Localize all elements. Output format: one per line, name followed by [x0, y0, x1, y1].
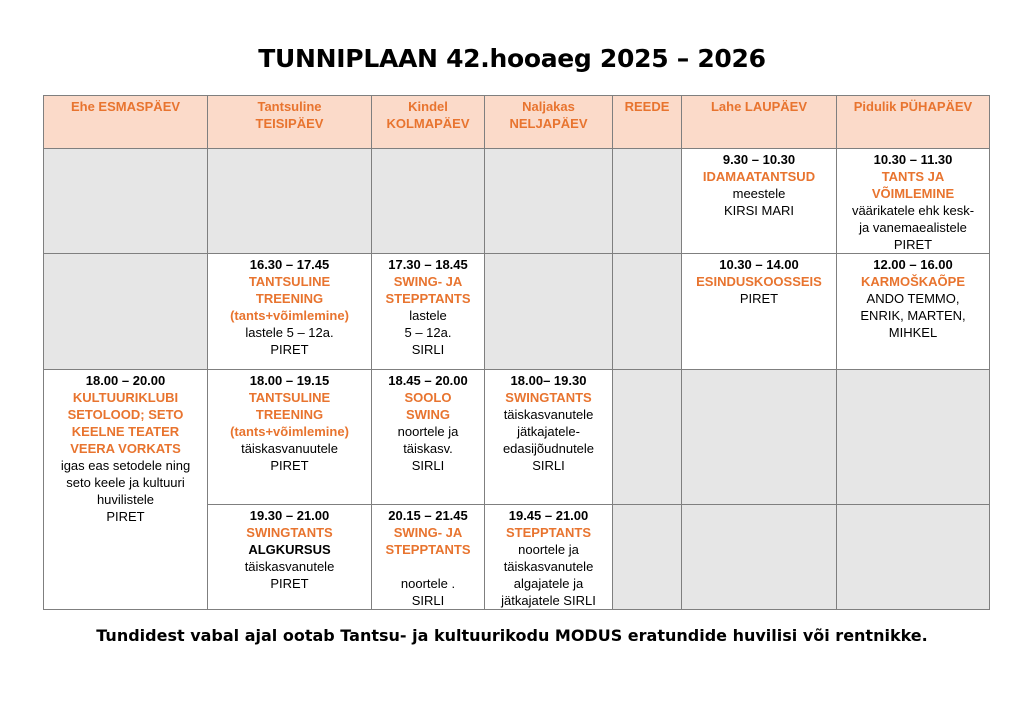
cell-spacer	[374, 558, 482, 575]
header-wednesday: Kindel KOLMAPÄEV	[372, 96, 485, 149]
class-time: 18.00 – 19.15	[249, 373, 330, 388]
empty-cell	[208, 149, 372, 254]
empty-cell	[682, 370, 837, 505]
class-cell-tantsuline-treening-adults	[208, 370, 372, 505]
class-detail: noortele ja	[397, 424, 459, 439]
class-time: 20.15 – 21.45	[388, 508, 468, 523]
class-detail: täiskasvanutele	[244, 559, 335, 574]
header-monday: Ehe ESMASPÄEV	[44, 96, 208, 149]
class-time: 12.00 – 16.00	[873, 257, 953, 272]
class-detail: 5 – 12a.	[404, 325, 452, 340]
class-teacher: PIRET	[893, 237, 933, 252]
header-saturday: Lahe LAUPÄEV	[682, 96, 837, 149]
class-name: IDAMAATANTSUD	[702, 169, 816, 184]
class-cell-swingtants-algkursus	[208, 505, 372, 610]
class-name: STEPPTANTS	[385, 291, 471, 306]
class-detail: väärikatele ehk kesk-	[851, 203, 975, 218]
empty-cell	[613, 149, 682, 254]
class-cell-esinduskoosseis	[682, 254, 837, 370]
class-cell-kultuuriklubi-setolood	[44, 370, 208, 610]
class-teacher: PIRET	[106, 509, 145, 524]
class-name: SWINGTANTS	[246, 525, 333, 540]
class-name: VÕIMLEMINE	[871, 186, 955, 201]
class-name: SWING	[405, 407, 451, 422]
class-detail: lastele 5 – 12a.	[245, 325, 334, 340]
class-detail: igas eas setodele ning	[60, 458, 191, 473]
class-name: TANTS JA	[881, 169, 945, 184]
class-name: TANTSULINE	[248, 274, 331, 289]
empty-cell	[44, 254, 208, 370]
class-time: 18.00 – 20.00	[85, 373, 166, 388]
class-cell-soolo-swing	[372, 370, 485, 505]
class-time: 18.00– 19.30	[510, 373, 587, 388]
class-detail: edasijõudnutele	[502, 441, 595, 456]
class-teacher: ANDO TEMMO,	[866, 291, 960, 306]
class-time: 9.30 – 10.30	[722, 152, 796, 167]
class-name: KARMOŠKAÕPE	[860, 274, 965, 289]
class-detail: algajatele ja	[513, 576, 584, 591]
schedule-row	[44, 370, 990, 505]
class-detail: seto keele ja kultuuri	[66, 475, 185, 490]
class-teacher: SIRLI	[411, 593, 445, 608]
class-name: STEPPTANTS	[506, 525, 591, 540]
class-teacher: jätkajatele SIRLI	[501, 593, 596, 608]
class-name: TREENING	[255, 407, 324, 422]
class-teacher: PIRET	[739, 291, 779, 306]
class-name: KEELNE TEATER	[71, 424, 180, 439]
empty-cell	[372, 149, 485, 254]
page-title: TUNNIPLAAN 42.hooaeg 2025 – 2026	[258, 44, 766, 73]
class-cell-tantsuline-treening-kids	[208, 254, 372, 370]
footer-note: Tundidest vabal ajal ootab Tantsu- ja kultuurikodu MODUS eratundide huvilisi või rentnikke.	[96, 626, 928, 645]
class-name: ESINDUSKOOSSEIS	[696, 274, 822, 289]
header-sunday: Pidulik PÜHAPÄEV	[837, 96, 990, 149]
schedule-row	[44, 254, 990, 370]
empty-cell	[485, 149, 613, 254]
empty-cell	[485, 254, 613, 370]
schedule-table	[43, 95, 990, 610]
class-detail: ja vanemaealistele	[859, 220, 967, 235]
class-name: SWING- JA	[393, 274, 463, 289]
header-tuesday: Tantsuline TEISIPÄEV	[208, 96, 372, 149]
empty-cell	[837, 505, 990, 610]
class-cell-swing-stepptants-kids	[372, 254, 485, 370]
class-cell-swingtants-advanced	[485, 370, 613, 505]
class-teacher: KIRSI MARI	[723, 203, 795, 218]
class-cell-idamaatantsud	[682, 149, 837, 254]
empty-cell	[837, 370, 990, 505]
class-time: 19.45 – 21.00	[508, 508, 589, 523]
header-friday: REEDE	[613, 96, 682, 149]
class-detail: huvilistele	[96, 492, 155, 507]
class-teacher: PIRET	[270, 458, 309, 473]
class-name: (tants+võimlemine)	[230, 424, 349, 439]
class-detail: täiskasvanutele	[503, 407, 594, 422]
class-teacher: PIRET	[270, 342, 309, 357]
empty-cell	[613, 254, 682, 370]
class-time: 16.30 – 17.45	[249, 257, 330, 272]
class-time: 10.30 – 11.30	[873, 152, 953, 167]
class-detail: meestele	[732, 186, 786, 201]
class-name: SOOLO	[404, 390, 452, 405]
class-name: SWING- JA	[393, 525, 463, 540]
class-time: 18.45 – 20.00	[388, 373, 468, 388]
class-name: TANTSULINE	[248, 390, 331, 405]
class-name: KULTUURIKLUBI	[72, 390, 179, 405]
empty-cell	[613, 505, 682, 610]
class-time: 10.30 – 14.00	[719, 257, 799, 272]
class-detail: jätkajatele-	[517, 424, 580, 439]
class-detail: täiskasv.	[403, 441, 453, 456]
class-level: ALGKURSUS	[248, 542, 331, 557]
class-teacher: MIHKEL	[888, 325, 938, 340]
empty-cell	[44, 149, 208, 254]
class-cell-stepptants	[485, 505, 613, 610]
class-teacher: SIRLI	[411, 342, 445, 357]
class-name: TREENING	[255, 291, 324, 306]
class-detail: lastele	[409, 308, 447, 323]
class-detail: täiskasvanuutele	[241, 441, 338, 456]
class-cell-swing-stepptants-youth	[372, 505, 485, 610]
class-cell-karmoskaope	[837, 254, 990, 370]
header-thursday: Naljakas NELJAPÄEV	[485, 96, 613, 149]
class-name: (tants+võimlemine)	[230, 308, 349, 323]
class-teacher: SIRLI	[532, 458, 565, 473]
class-time: 17.30 – 18.45	[388, 257, 468, 272]
empty-cell	[682, 505, 837, 610]
empty-cell	[613, 370, 682, 505]
class-name: VEERA VORKATS	[70, 441, 181, 456]
header-row	[44, 96, 990, 149]
class-detail: täiskasvanutele	[503, 559, 594, 574]
schedule-row	[44, 149, 990, 254]
class-name: SETOLOOD; SETO	[67, 407, 184, 422]
class-name: SWINGTANTS	[505, 390, 592, 405]
class-teacher: PIRET	[270, 576, 309, 591]
class-teacher: ENRIK, MARTEN,	[860, 308, 966, 323]
class-name: STEPPTANTS	[385, 542, 471, 557]
class-teacher: SIRLI	[411, 458, 445, 473]
class-cell-tants-ja-voimlemine	[837, 149, 990, 254]
class-detail: noortele .	[400, 576, 456, 591]
class-time: 19.30 – 21.00	[249, 508, 330, 523]
class-detail: noortele ja	[518, 542, 579, 557]
